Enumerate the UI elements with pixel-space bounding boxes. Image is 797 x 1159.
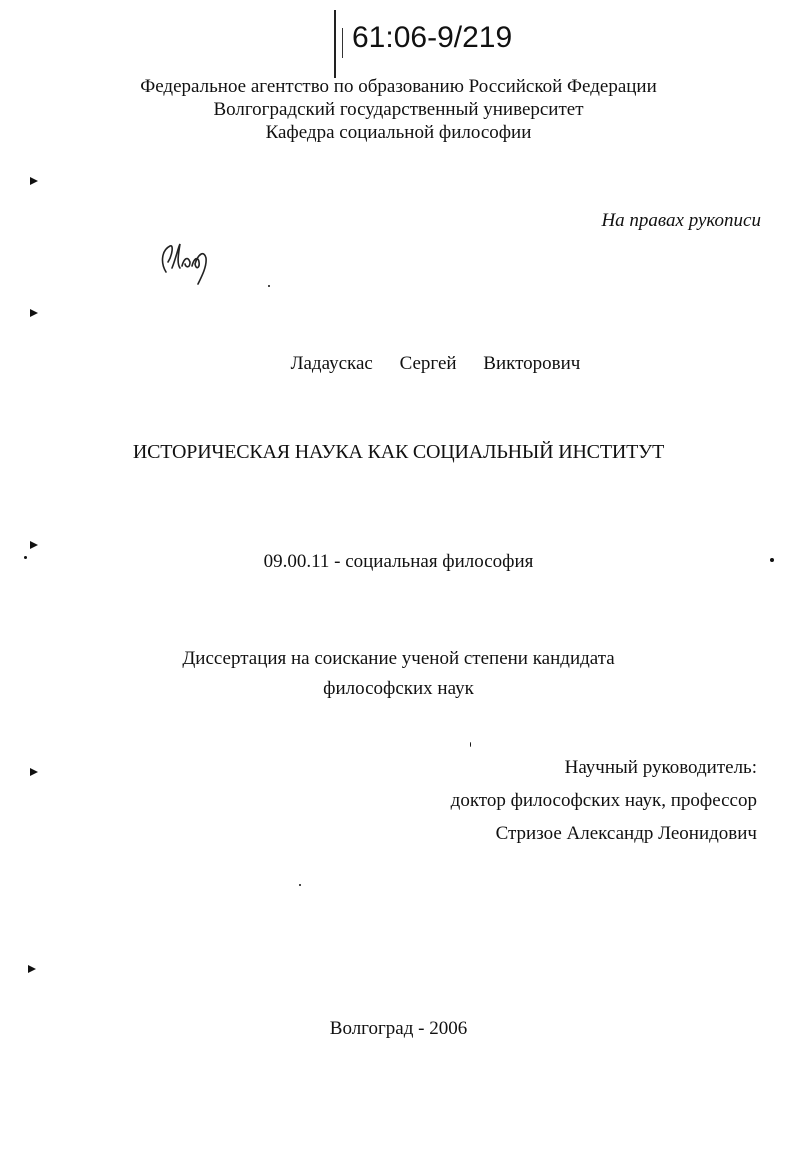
author-surname: Ладаускас	[290, 353, 373, 374]
supervisor-rank: доктор философских наук, профессор	[450, 790, 757, 811]
scan-speck	[24, 556, 27, 559]
stamp-divider-thin	[342, 28, 343, 58]
scan-mark-icon	[30, 541, 38, 549]
supervisor-label: Научный руководитель:	[564, 757, 757, 778]
scan-speck	[470, 742, 471, 747]
supervisor-name: Стризое Александр Леонидович	[495, 823, 757, 844]
scan-speck	[770, 558, 774, 562]
author-patronymic: Викторович	[483, 353, 581, 374]
signature-icon	[152, 232, 222, 288]
degree-statement-line2: философских наук	[323, 678, 474, 699]
scan-mark-icon	[28, 965, 36, 973]
agency-name: Федеральное агентство по образованию Российской Федерации	[140, 76, 657, 97]
city-year: Волгоград - 2006	[329, 1018, 468, 1039]
department-name: Кафедра социальной философии	[265, 122, 532, 143]
author-given-name: Сергей	[399, 353, 457, 374]
archive-stamp-code: 61:06-9/219	[352, 21, 513, 54]
manuscript-rights-note: На правах рукописи	[601, 210, 761, 231]
author-full-name	[0, 353, 797, 375]
scan-mark-icon	[30, 177, 38, 185]
stamp-divider	[334, 10, 336, 78]
scan-mark-icon	[30, 768, 38, 776]
university-name: Волгоградский государственный университет	[213, 99, 584, 120]
scan-speck	[299, 884, 301, 886]
scan-speck	[268, 285, 270, 287]
degree-statement-line1: Диссертация на соискание ученой степени кандидата	[182, 648, 615, 669]
dissertation-title: ИСТОРИЧЕСКАЯ НАУКА КАК СОЦИАЛЬНЫЙ ИНСТИТУТ	[132, 441, 665, 463]
specialty-code: 09.00.11 - социальная философия	[263, 551, 534, 572]
scan-mark-icon	[30, 309, 38, 317]
